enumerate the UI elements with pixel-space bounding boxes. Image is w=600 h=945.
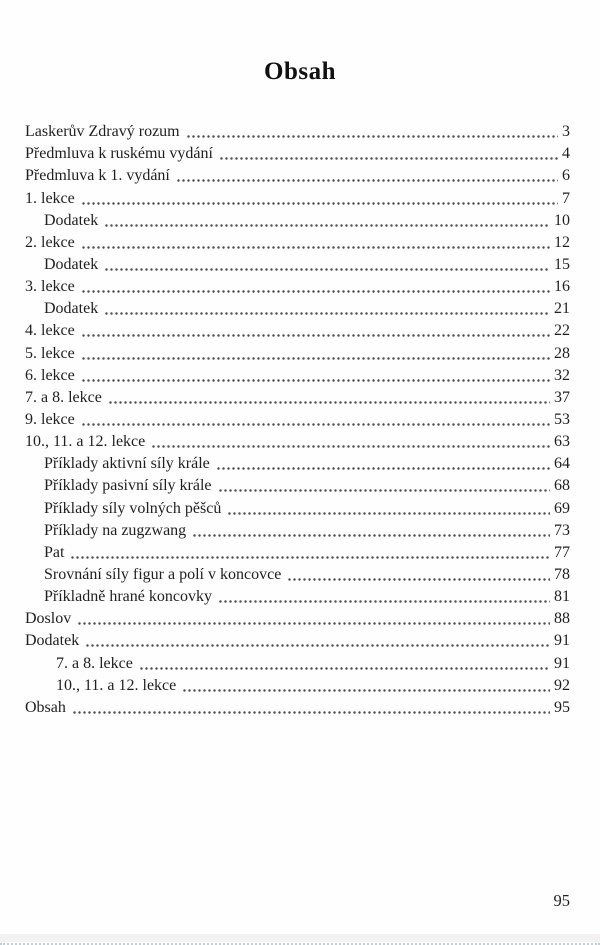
toc-entry [44, 519, 570, 541]
dot-leader [77, 622, 550, 625]
dot-leader [218, 489, 550, 492]
toc-entry-page: 77 [554, 543, 570, 561]
dot-leader [287, 578, 550, 581]
toc-entry-label: 5. lekce [25, 344, 75, 362]
dot-leader [81, 334, 550, 337]
toc-entry-page: 3 [562, 123, 570, 141]
toc-entry [25, 164, 570, 186]
toc-entry-label: 7. a 8. lekce [25, 388, 102, 406]
toc-entry-label: Dodatek [44, 211, 99, 229]
toc-entry-page: 73 [554, 521, 570, 539]
toc-entry [25, 386, 570, 408]
toc-entry [44, 541, 570, 563]
dot-leader [219, 157, 558, 160]
toc-entry-page: 32 [554, 366, 570, 384]
toc-entry [44, 496, 570, 518]
toc-entry-label: 3. lekce [25, 278, 75, 296]
toc-entry-page: 92 [554, 676, 570, 694]
toc-entry [25, 186, 570, 208]
toc-entry [44, 253, 570, 275]
dot-leader [81, 202, 558, 205]
toc-entry [44, 209, 570, 231]
toc-entry-page: 63 [554, 433, 570, 451]
toc-entry-label: Doslov [25, 610, 72, 628]
toc-entry-label: 10., 11. a 12. lekce [56, 676, 177, 694]
toc-entry-label: 2. lekce [25, 233, 75, 251]
toc-entry-page: 53 [554, 410, 570, 428]
toc-entry-page: 68 [554, 477, 570, 495]
dot-leader [81, 423, 550, 426]
dot-leader [104, 224, 550, 227]
toc-entry [25, 430, 570, 452]
toc-entry-label: Příklady síly volných pěšců [44, 499, 222, 517]
toc-entry-label: Předmluva k 1. vydání [25, 167, 170, 185]
toc-entry-label: Laskerův Zdravý rozum [25, 123, 180, 141]
toc-entry-page: 4 [562, 145, 570, 163]
toc-entry [25, 629, 570, 651]
dot-leader [85, 644, 550, 647]
dot-leader [218, 600, 550, 603]
toc-entry [25, 275, 570, 297]
toc-entry-label: Srovnání síly figur a polí v koncovce [44, 565, 282, 583]
toc-entry-page: 95 [554, 698, 570, 716]
toc-entry [25, 696, 570, 718]
toc-entry-label: Dodatek [44, 300, 99, 318]
toc-entry-page: 7 [562, 189, 570, 207]
toc-entry-label: Dodatek [44, 255, 99, 273]
toc-list [0, 120, 600, 718]
dot-leader [227, 512, 550, 515]
toc-entry [25, 231, 570, 253]
toc-entry [25, 364, 570, 386]
toc-entry [56, 674, 570, 696]
toc-entry-page: 69 [554, 499, 570, 517]
dot-leader [216, 467, 550, 470]
dot-leader [151, 445, 550, 448]
toc-entry-page: 10 [554, 211, 570, 229]
dot-leader [81, 379, 550, 382]
dot-leader [182, 689, 550, 692]
toc-entry-label: 6. lekce [25, 366, 75, 384]
toc-entry [25, 319, 570, 341]
toc-entry-page: 16 [554, 278, 570, 296]
toc-entry-label: Obsah [25, 698, 66, 716]
dot-leader [192, 534, 550, 537]
dot-leader [108, 401, 550, 404]
toc-entry-label: Pat [44, 543, 65, 561]
toc-entry-label: 10., 11. a 12. lekce [25, 433, 146, 451]
toc-entry [25, 408, 570, 430]
toc-entry [25, 120, 570, 142]
toc-entry-page: 12 [554, 233, 570, 251]
page-number: 95 [553, 891, 570, 910]
toc-entry-label: Předmluva k ruskému vydání [25, 145, 213, 163]
dot-leader [104, 268, 550, 271]
dot-leader [176, 179, 558, 182]
toc-entry-label: Příklady pasivní síly krále [44, 477, 212, 495]
toc-entry-page: 21 [554, 300, 570, 318]
toc-entry-label: 9. lekce [25, 410, 75, 428]
toc-entry [44, 297, 570, 319]
toc-entry [44, 585, 570, 607]
toc-entry-label: Příkladně hrané koncovky [44, 588, 212, 606]
dot-leader [81, 357, 550, 360]
dot-leader [104, 312, 550, 315]
toc-entry [44, 474, 570, 496]
toc-entry [56, 651, 570, 673]
toc-entry [25, 142, 570, 164]
scan-artifact-band [0, 934, 600, 942]
toc-entry [25, 341, 570, 363]
toc-entry-page: 64 [554, 455, 570, 473]
toc-entry-label: Dodatek [25, 632, 80, 650]
toc-entry-label: 7. a 8. lekce [56, 654, 133, 672]
toc-entry [44, 563, 570, 585]
toc-entry-label: 4. lekce [25, 322, 75, 340]
toc-entry [25, 607, 570, 629]
toc-entry-page: 91 [554, 632, 570, 650]
dot-leader [72, 711, 550, 714]
toc-entry-label: 1. lekce [25, 189, 75, 207]
toc-entry-page: 15 [554, 255, 570, 273]
toc-entry-label: Příklady aktivní síly krále [44, 455, 210, 473]
toc-entry-page: 28 [554, 344, 570, 362]
dot-leader [81, 290, 550, 293]
toc-entry-page: 81 [554, 588, 570, 606]
toc-entry-page: 88 [554, 610, 570, 628]
dot-leader [186, 135, 558, 138]
toc-entry-page: 22 [554, 322, 570, 340]
toc-entry [44, 452, 570, 474]
toc-entry-page: 78 [554, 565, 570, 583]
dot-leader [70, 556, 550, 559]
toc-entry-page: 37 [554, 388, 570, 406]
dot-leader [81, 246, 550, 249]
toc-entry-page: 91 [554, 654, 570, 672]
toc-entry-page: 6 [562, 167, 570, 185]
page-title: Obsah [264, 58, 336, 85]
dot-leader [139, 667, 550, 670]
toc-entry-label: Příklady na zugzwang [44, 521, 187, 539]
